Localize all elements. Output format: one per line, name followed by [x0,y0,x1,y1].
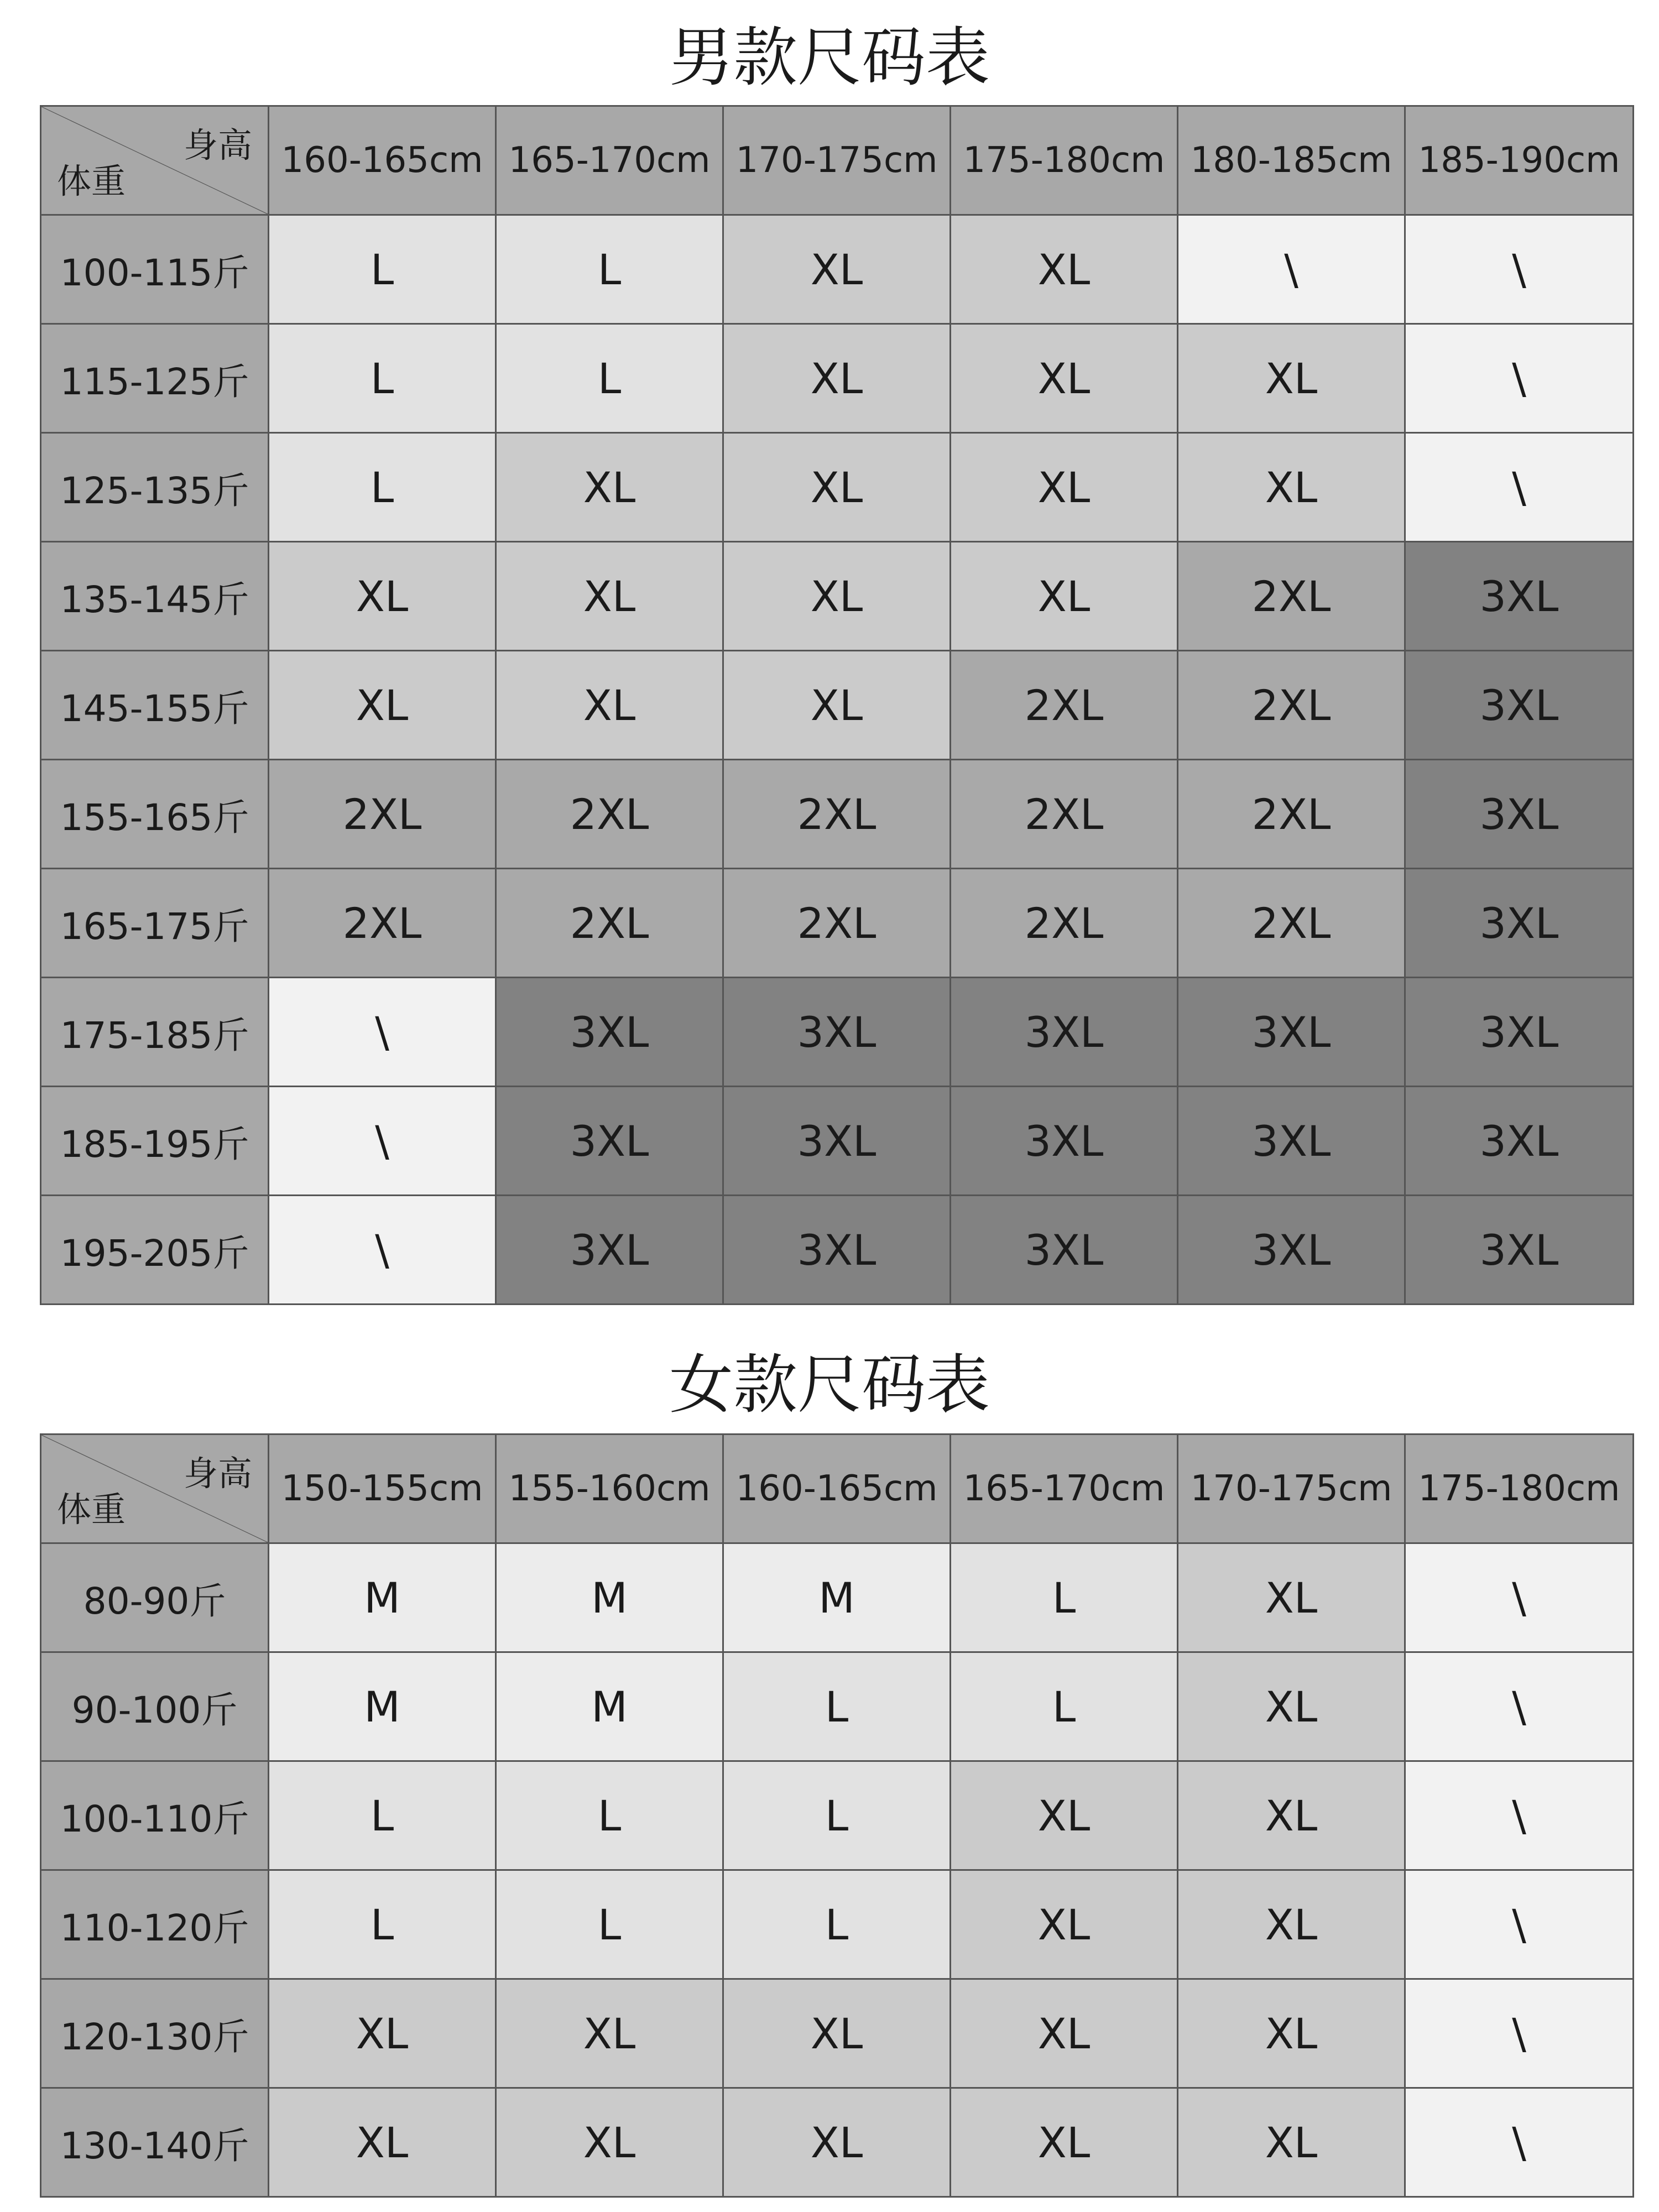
table-header-row [41,1434,1634,1543]
size-cell: 3XL [1405,978,1634,1087]
height-header-cell: 165-170cm [951,1434,1178,1543]
size-cell: 3XL [723,1196,951,1305]
size-cell: 3XL [1405,1087,1634,1196]
weight-row-header: 125-135斤 [41,433,269,542]
size-cell: XL [951,542,1178,651]
height-header-cell: 185-190cm [1405,106,1634,215]
size-cell: XL [951,1979,1178,2088]
size-cell: XL [1178,324,1405,433]
size-cell: 3XL [496,978,723,1087]
size-cell: XL [951,1761,1178,1870]
size-cell: \ [1405,1979,1634,2088]
size-cell: XL [723,1979,951,2088]
size-cell: XL [951,433,1178,542]
size-cell: L [496,215,723,324]
size-cell: 2XL [496,869,723,978]
size-cell: \ [269,1087,496,1196]
size-cell: \ [1405,1870,1634,1979]
size-cell: XL [269,1979,496,2088]
weight-row-header: 155-165斤 [41,760,269,869]
size-cell: 3XL [723,1087,951,1196]
size-cell: XL [1178,433,1405,542]
table-row [41,1761,1634,1870]
size-cell: M [269,1652,496,1761]
table-row [41,2088,1634,2197]
size-cell: 2XL [269,760,496,869]
size-cell: XL [723,324,951,433]
table-row [41,651,1634,760]
size-cell: 2XL [723,869,951,978]
size-cell: XL [269,651,496,760]
table-row [41,1087,1634,1196]
table-row [41,760,1634,869]
weight-row-header: 100-110斤 [41,1761,269,1870]
size-cell: 3XL [1178,1087,1405,1196]
height-axis-label: 身高 [183,125,252,165]
weight-row-header: 110-120斤 [41,1870,269,1979]
size-cell: L [951,1652,1178,1761]
size-cell: 2XL [951,651,1178,760]
size-cell: 2XL [1178,542,1405,651]
size-cell: 2XL [1178,760,1405,869]
size-cell: \ [1405,1652,1634,1761]
size-cell: L [269,324,496,433]
corner-header-cell [41,1434,269,1543]
size-cell: \ [269,978,496,1087]
size-cell: L [496,1870,723,1979]
height-header-cell: 180-185cm [1178,106,1405,215]
size-cell: 2XL [951,760,1178,869]
men-size-table [40,105,1634,1305]
size-cell: XL [951,2088,1178,2197]
table-row [41,324,1634,433]
size-cell: 2XL [723,760,951,869]
size-cell: M [269,1543,496,1652]
size-cell: XL [1178,1870,1405,1979]
size-cell: \ [269,1196,496,1305]
size-cell: \ [1405,324,1634,433]
height-header-cell: 175-180cm [1405,1434,1634,1543]
weight-row-header: 175-185斤 [41,978,269,1087]
size-cell: XL [951,324,1178,433]
corner-header-cell [41,106,269,215]
table-row [41,542,1634,651]
size-cell: 3XL [1405,542,1634,651]
size-cell: 2XL [1178,651,1405,760]
size-cell: XL [496,542,723,651]
height-header-cell: 150-155cm [269,1434,496,1543]
size-cell: 3XL [1405,1196,1634,1305]
size-cell: XL [951,1870,1178,1979]
size-cell: XL [496,433,723,542]
height-header-cell: 160-165cm [723,1434,951,1543]
size-cell: XL [269,2088,496,2197]
size-cell: 3XL [1178,978,1405,1087]
size-cell: 3XL [1178,1196,1405,1305]
size-cell: \ [1405,2088,1634,2197]
men-size-chart-title: 男款尺码表 [669,20,990,95]
weight-row-header: 185-195斤 [41,1087,269,1196]
size-cell: \ [1405,433,1634,542]
height-header-cell: 175-180cm [951,106,1178,215]
weight-row-header: 145-155斤 [41,651,269,760]
size-cell: L [723,1652,951,1761]
weight-row-header: 130-140斤 [41,2088,269,2197]
height-header-cell: 160-165cm [269,106,496,215]
weight-row-header: 135-145斤 [41,542,269,651]
height-header-cell: 165-170cm [496,106,723,215]
size-cell: \ [1178,215,1405,324]
size-cell: 2XL [496,760,723,869]
size-cell: M [496,1652,723,1761]
table-row [41,869,1634,978]
size-cell: XL [269,542,496,651]
table-row [41,1979,1634,2088]
size-cell: XL [1178,1652,1405,1761]
size-cell: 3XL [1405,869,1634,978]
weight-axis-label: 体重 [57,161,126,201]
table-row [41,433,1634,542]
size-cell: 3XL [723,978,951,1087]
size-cell: \ [1405,1543,1634,1652]
size-cell: L [723,1870,951,1979]
weight-row-header: 120-130斤 [41,1979,269,2088]
weight-row-header: 80-90斤 [41,1543,269,1652]
size-cell: XL [496,651,723,760]
size-cell: 2XL [951,869,1178,978]
table-row [41,215,1634,324]
size-cell: XL [723,433,951,542]
size-cell: L [496,324,723,433]
size-cell: XL [951,215,1178,324]
size-cell: L [723,1761,951,1870]
size-cell: L [269,1761,496,1870]
size-cell: XL [1178,2088,1405,2197]
size-cell: 2XL [269,869,496,978]
size-cell: 3XL [951,1196,1178,1305]
size-cell: L [951,1543,1178,1652]
size-cell: M [496,1543,723,1652]
size-cell: 2XL [1178,869,1405,978]
table-row [41,1652,1634,1761]
size-cell: 3XL [1405,760,1634,869]
size-cell: 3XL [951,978,1178,1087]
height-axis-label: 身高 [183,1453,252,1494]
women-size-table [40,1433,1634,2198]
size-cell: XL [496,1979,723,2088]
table-row [41,978,1634,1087]
weight-axis-label: 体重 [57,1489,126,1530]
weight-row-header: 165-175斤 [41,869,269,978]
size-cell: XL [723,215,951,324]
size-cell: M [723,1543,951,1652]
table-header-row [41,106,1634,215]
table-row [41,1196,1634,1305]
height-header-cell: 170-175cm [1178,1434,1405,1543]
height-header-cell: 170-175cm [723,106,951,215]
size-cell: XL [723,2088,951,2197]
weight-row-header: 195-205斤 [41,1196,269,1305]
size-cell: XL [496,2088,723,2197]
weight-row-header: 115-125斤 [41,324,269,433]
size-cell: \ [1405,1761,1634,1870]
size-cell: L [269,433,496,542]
size-cell: 3XL [496,1087,723,1196]
size-cell: 3XL [951,1087,1178,1196]
women-size-chart-title: 女款尺码表 [669,1348,990,1422]
size-cell: XL [723,542,951,651]
size-cell: 3XL [1405,651,1634,760]
size-cell: L [496,1761,723,1870]
weight-row-header: 100-115斤 [41,215,269,324]
size-cell: \ [1405,215,1634,324]
size-cell: L [269,215,496,324]
size-cell: 3XL [496,1196,723,1305]
size-cell: XL [1178,1761,1405,1870]
size-cell: L [269,1870,496,1979]
table-row [41,1543,1634,1652]
height-header-cell: 155-160cm [496,1434,723,1543]
table-row [41,1870,1634,1979]
size-cell: XL [723,651,951,760]
size-cell: XL [1178,1979,1405,2088]
weight-row-header: 90-100斤 [41,1652,269,1761]
size-cell: XL [1178,1543,1405,1652]
